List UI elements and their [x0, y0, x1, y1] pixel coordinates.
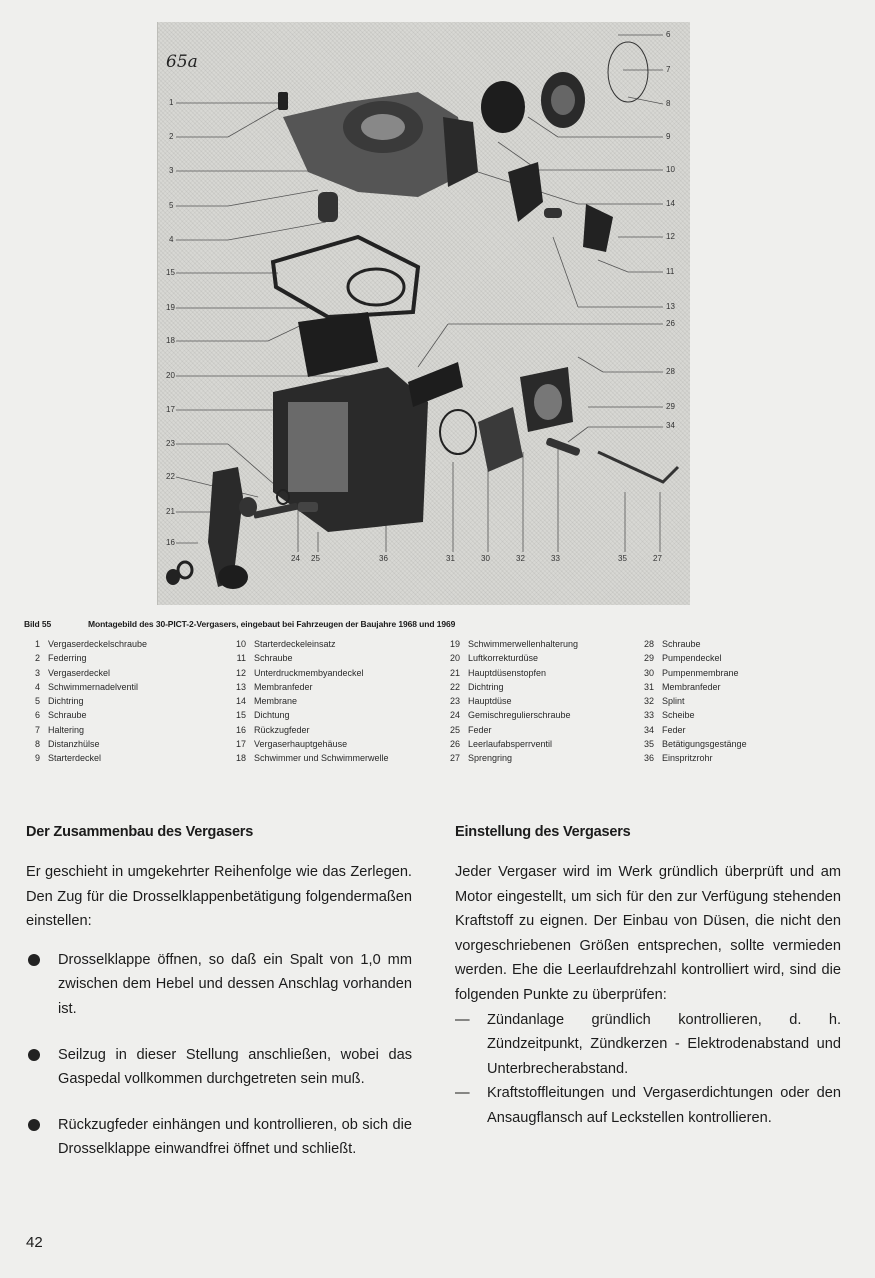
part-name: Scheibe: [662, 710, 695, 721]
part-number: 27: [449, 753, 460, 764]
part-name: Feder: [662, 724, 686, 735]
callout-label: 19: [166, 303, 175, 312]
callout-label: 2: [169, 132, 174, 141]
parts-legend-column: [26, 637, 147, 766]
part-name: Pumpenmembrane: [662, 667, 739, 678]
callout-label: 32: [516, 554, 525, 563]
legend-row: [232, 637, 389, 651]
part-name: Starterdeckeleinsatz: [254, 639, 336, 649]
legend-row: [232, 651, 389, 665]
part-name: Leerlaufabsperrventil: [468, 739, 553, 750]
legend-row: [26, 651, 147, 665]
legend-row: [640, 737, 747, 751]
legend-row: [26, 694, 147, 708]
part-name: Vergaserhauptgehäuse: [254, 739, 348, 750]
callout-label: 31: [446, 554, 455, 563]
part-name: Dichtring: [468, 681, 504, 692]
part-name: Distanzhülse: [48, 739, 100, 750]
part-number: 15: [235, 710, 246, 721]
part-number: 13: [235, 681, 246, 692]
parts-legend-column: [232, 637, 389, 766]
callout-label: 18: [166, 336, 175, 345]
part-number: 8: [34, 739, 40, 750]
bullet-text: Drosselklappe öffnen, so daß ein Spalt von 1,0 mm zwischen dem Hebel und dessen Anschlag vorhanden ist.: [58, 951, 412, 1017]
part-number: 34: [643, 724, 654, 735]
callout-label: 7: [666, 65, 671, 74]
legend-row: [232, 708, 389, 722]
legend-row: [640, 651, 747, 665]
part-name: Luftkorrekturdüse: [468, 653, 539, 664]
callout-label: 34: [666, 421, 675, 430]
legend-row: [26, 637, 147, 651]
part-number: 24: [449, 710, 460, 721]
legend-row: [26, 737, 147, 751]
legend-row: [446, 723, 578, 737]
part-number: 3: [34, 667, 40, 678]
legend-row: [640, 708, 747, 722]
part-name: Feder: [468, 724, 492, 735]
callout-label: 33: [551, 554, 560, 563]
callout-label: 5: [169, 201, 174, 210]
part-number: 6: [34, 710, 40, 721]
section-heading: Einstellung des Vergasers: [455, 824, 631, 840]
legend-row: [446, 737, 578, 751]
part-name: Federring: [48, 653, 87, 664]
legend-row: [640, 751, 747, 765]
part-name: Schwimmerwellenhalterung: [468, 639, 579, 649]
part-number: 32: [643, 696, 654, 707]
bullet-dot-icon: [28, 1049, 40, 1061]
callout-label: 27: [653, 554, 662, 563]
callout-label: 10: [666, 165, 675, 174]
callout-label: 8: [666, 99, 671, 108]
part-name: Einspritzrohr: [662, 753, 713, 764]
parts-legend-column: [446, 637, 578, 766]
part-name: Gemischregulierschraube: [468, 710, 571, 721]
callout-label: 24: [291, 554, 300, 563]
legend-row: [232, 737, 389, 751]
bullet-item: [26, 948, 412, 1022]
part-name: Starterdeckel: [48, 753, 102, 764]
legend-row: [446, 694, 578, 708]
part-number: 35: [643, 739, 654, 750]
part-name: Haltering: [48, 724, 85, 735]
callout-label: 15: [166, 268, 175, 277]
part-name: Schwimmer und Schwimmerwelle: [254, 753, 389, 764]
part-number: 5: [34, 696, 40, 707]
part-name: Schwimmernadelventil: [48, 681, 139, 692]
exploded-view-figure: [157, 22, 690, 605]
part-number: 36: [643, 753, 654, 764]
part-name: Rückzugfeder: [254, 724, 310, 735]
bullet-dot-icon: [28, 954, 40, 966]
callout-label: 11: [666, 267, 675, 276]
legend-row: [640, 680, 747, 694]
part-number: 31: [643, 681, 654, 692]
handwritten-page-label: 65a: [166, 52, 198, 72]
part-name: Schraube: [48, 710, 87, 721]
part-number: 7: [34, 724, 40, 735]
part-number: 17: [235, 739, 246, 750]
part-number: 2: [34, 653, 40, 664]
callout-label: 13: [666, 302, 675, 311]
part-name: Unterdruckmembyandeckel: [254, 667, 364, 678]
dash-item: [455, 1008, 841, 1082]
part-name: Dichtung: [254, 710, 290, 721]
part-number: 33: [643, 710, 654, 721]
part-number: 26: [449, 739, 460, 750]
callout-label: 1: [169, 98, 174, 107]
dash-item-text: Zündanlage gründlich kontrollieren, d. h. Zündzeitpunkt, Zündkerzen - Elektrodenabstand und Unterbrecherabstand.: [487, 1011, 841, 1077]
part-number: 30: [643, 667, 654, 678]
section-heading: Der Zusammenbau des Vergasers: [26, 824, 254, 840]
legend-row: [232, 666, 389, 680]
legend-row: [640, 666, 747, 680]
bullet-dot-icon: [28, 1119, 40, 1131]
legend-row: [446, 637, 578, 651]
bullet-text: Rückzugfeder einhängen und kontrollieren, ob sich die Drosselklappe einwandfrei öffnet und schließt.: [58, 1116, 412, 1158]
legend-row: [26, 751, 147, 765]
part-number: 20: [449, 653, 460, 664]
assembly-section: [26, 824, 412, 1183]
part-number: 18: [235, 753, 246, 764]
part-number: 16: [235, 724, 246, 735]
part-number: 10: [235, 639, 246, 649]
part-name: Dichtring: [48, 696, 84, 707]
callout-label: 3: [169, 166, 174, 175]
part-number: 12: [235, 667, 246, 678]
callout-label: 9: [666, 132, 671, 141]
part-number: 14: [235, 696, 246, 707]
part-number: 28: [643, 639, 654, 649]
legend-row: [232, 680, 389, 694]
callout-label: 4: [169, 235, 174, 244]
part-name: Vergaserdeckelschraube: [48, 639, 148, 649]
carburetor-parts: [166, 42, 678, 589]
callout-label: 14: [666, 199, 675, 208]
legend-row: [232, 751, 389, 765]
dash-marker: —: [455, 1011, 470, 1028]
legend-row: [640, 694, 747, 708]
callout-label: 36: [379, 554, 388, 563]
legend-row: [446, 666, 578, 680]
part-number: 29: [643, 653, 654, 664]
part-number: 21: [449, 667, 460, 678]
figure-caption: [24, 619, 844, 629]
legend-row: [232, 723, 389, 737]
figure-title: Montagebild des 30-PICT-2-Vergasers, eingebaut bei Fahrzeugen der Baujahre 1968 und 1969: [88, 619, 456, 629]
legend-row: [446, 680, 578, 694]
bullet-item: [26, 1043, 412, 1092]
bullet-list: [26, 948, 412, 1162]
bullet-item: [26, 1113, 412, 1162]
part-number: 22: [449, 681, 460, 692]
part-name: Betätigungsgestänge: [662, 739, 747, 750]
legend-row: [640, 723, 747, 737]
callout-label: 29: [666, 402, 675, 411]
part-name: Vergaserdeckel: [48, 667, 111, 678]
part-name: Schraube: [662, 639, 701, 649]
part-name: Membranfeder: [662, 681, 721, 692]
legend-row: [26, 708, 147, 722]
part-number: 11: [236, 653, 246, 664]
page-number: 42: [26, 1234, 43, 1251]
dash-item-text: Kraftstoffleitungen und Vergaserdichtungen oder den Ansaugflansch auf Leckstellen kontrollieren.: [487, 1085, 841, 1126]
part-number: 1: [34, 639, 40, 649]
callout-label: 17: [166, 405, 175, 414]
part-name: Splint: [662, 696, 685, 707]
legend-row: [26, 723, 147, 737]
part-number: 19: [449, 639, 460, 649]
legend-row: [446, 751, 578, 765]
legend-row: [26, 666, 147, 680]
dash-item: [455, 1081, 841, 1130]
callout-label: 6: [666, 30, 671, 39]
part-name: Hauptdüse: [468, 696, 512, 707]
dash-marker: —: [455, 1085, 470, 1102]
legend-row: [232, 694, 389, 708]
legend-row: [446, 708, 578, 722]
callout-label: 26: [666, 319, 675, 328]
part-number: 23: [449, 696, 460, 707]
section-intro: Jeder Vergaser wird im Werk gründlich überprüft und am Motor eingestellt, um sich für den zur Verfügung stehenden Kraftstoff zu eignen. Der Einbau von Düsen, die nicht den vorgeschriebenen Größen entsprechen, sollte vermieden werden. Ehe die Leerlaufdrehzahl kontrolliert wird, sind die folgenden Punkte zu überprüfen:: [455, 864, 841, 1003]
callout-label: 12: [666, 232, 675, 241]
legend-row: [446, 651, 578, 665]
callout-label: 22: [166, 472, 175, 481]
section-intro: Er geschieht in umgekehrter Reihenfolge wie das Zerlegen. Den Zug für die Drosselklappenbetätigung folgendermaßen einstellen:: [26, 864, 412, 930]
callout-label: 21: [166, 507, 175, 516]
legend-row: [640, 637, 747, 651]
callout-label: 23: [166, 439, 175, 448]
callout-label: 16: [166, 538, 175, 547]
part-name: Schraube: [254, 653, 293, 664]
callout-label: 25: [311, 554, 320, 563]
part-name: Sprengring: [468, 753, 513, 764]
legend-row: [26, 680, 147, 694]
part-number: 25: [449, 724, 460, 735]
part-number: 4: [34, 681, 40, 692]
bullet-text: Seilzug in dieser Stellung anschließen, wobei das Gaspedal vollkommen durchgetreten sein muß.: [58, 1046, 412, 1088]
callout-label: 30: [481, 554, 490, 563]
callout-label: 35: [618, 554, 627, 563]
callout-label: 20: [166, 371, 175, 380]
part-name: Hauptdüsenstopfen: [468, 667, 547, 678]
part-name: Membranfeder: [254, 681, 313, 692]
part-number: 9: [34, 753, 40, 764]
figure-number: Bild 55: [24, 619, 52, 629]
part-name: Membrane: [254, 696, 298, 707]
carburetor-illustration: [158, 22, 690, 605]
part-name: Pumpendeckel: [662, 653, 722, 664]
adjustment-section: [455, 824, 841, 1131]
callout-label: 28: [666, 367, 675, 376]
parts-legend-column: [640, 637, 747, 766]
